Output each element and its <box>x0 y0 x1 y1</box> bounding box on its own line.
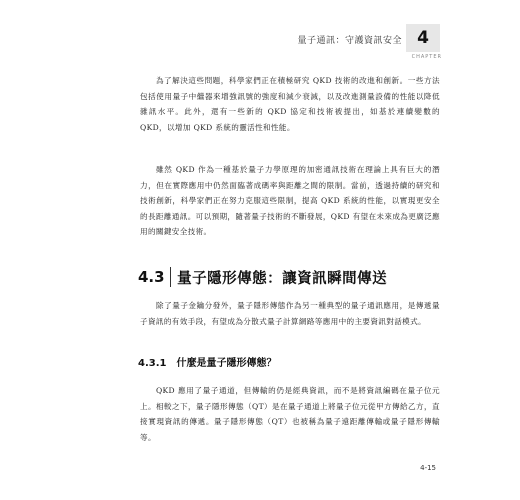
chapter-number: 4 <box>417 28 429 48</box>
section-number: 4.3 <box>138 268 165 286</box>
section-title: 量子隱形傳態：讓資訊瞬間傳送 <box>177 270 388 287</box>
chapter-badge <box>406 24 440 52</box>
section-heading <box>138 264 387 290</box>
page-number: 4-15 <box>420 464 436 472</box>
subsection-number: 4.3.1 <box>138 358 167 369</box>
running-header <box>0 24 520 62</box>
subsection-heading <box>138 354 276 369</box>
section-divider <box>170 267 172 287</box>
body-paragraph: 雖然 QKD 作為一種基於量子力學原理的加密通訊技術在理論上具有巨大的潛力，但在實際應用中仍然面臨著成碼率與距離之間的限制。當前，透過持續的研究和技術創新，科學家們正在努力克服這些限制，提高 QKD 系統的性能，以實現更安全的長距離通訊。可以預期，隨著量子技術的不斷發展，QKD 有望在未來成為更廣泛應用的關鍵安全技術。 <box>140 165 440 237</box>
running-title: 量子通訊：守護資訊安全 <box>297 36 402 46</box>
body-paragraph: QKD 應用了量子通道，但傳輸的仍是經典資訊，而不是將資訊編碼在量子位元上。相較之下，量子隱形傳態（QT）是在量子通道上將量子位元從甲方傳給乙方，直接實現資訊的傳遞。量子隱形傳態（QT）也被稱為量子遠距離傳輸或量子隱形傳輸等。 <box>140 386 440 442</box>
body-paragraph: 除了量子金鑰分發外，量子隱形傳態作為另一種典型的量子通訊應用，是傳遞量子資訊的有效手段，有望成為分散式量子計算網路等應用中的主要資訊對話模式。 <box>140 301 440 326</box>
chapter-label: CHAPTER <box>411 54 442 60</box>
body-paragraph: 為了解決這些問題，科學家們正在積極研究 QKD 技術的改進和創新。一些方法包括使用量子中繼器來增強訊號的強度和減少衰減，以及改進測量設備的性能以降低雜訊水平。此外，還有一些新的 QKD 協定和技術被提出，如基於連續變數的 QKD，以增加 QKD 系統的靈活性和性能。 <box>140 76 440 132</box>
subsection-title: 什麼是量子隱形傳態？ <box>176 358 277 369</box>
